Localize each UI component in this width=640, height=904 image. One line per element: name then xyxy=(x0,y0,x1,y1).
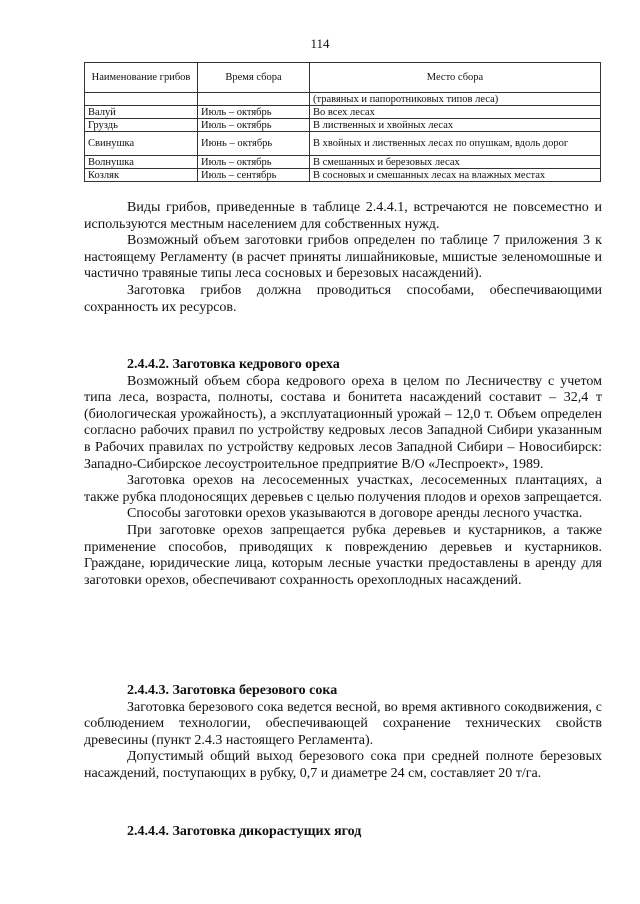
paragraph: Заготовка грибов должна проводиться способами, обеспечивающими сохранность их ресурсов. xyxy=(84,282,602,315)
table-row xyxy=(85,156,601,169)
table-cell: В сосновых и смешанных лесах на влажных местах xyxy=(310,169,601,182)
table-cell: Июль – октябрь xyxy=(198,106,310,119)
header-place: Место сбора xyxy=(310,63,601,93)
berries-section xyxy=(84,824,602,841)
paragraph: Способы заготовки орехов указываются в договоре аренды лесного участка. xyxy=(127,506,583,522)
table-cell: Июль – сентябрь xyxy=(198,169,310,182)
paragraph: При заготовке орехов запрещается рубка деревьев и кустарников, а также применение способов, приводящих к повреждению деревьев и кустарников. Граждане, юридические лица, которым лесные участки предоставлены в аренду для заготовки орехов, обеспечивают сохранность орехоплодных насаждений. xyxy=(84,522,602,588)
header-time: Время сбора xyxy=(198,63,310,93)
table-cell: Волнушка xyxy=(85,156,198,169)
birch-sap-section xyxy=(84,683,602,783)
table-cell: Валуй xyxy=(85,106,198,119)
table-cell xyxy=(198,93,310,106)
table-cell: Груздь xyxy=(85,119,198,132)
table-cell: (травяных и папоротниковых типов леса) xyxy=(310,93,601,106)
paragraph: Возможный объем заготовки грибов определен по таблице 7 приложения 3 к настоящему Регламенту (в расчет приняты лишайниковые, мшистые зеленомошные и частично травяные типы леса сосновых и березовых насаждений). xyxy=(84,233,602,282)
table-cell: Козляк xyxy=(85,169,198,182)
paragraph: Допустимый общий выход березового сока при средней полноте березовых насаждений, поступающих в рубку, 0,7 и диаметре 24 см, составляет 20 т/га. xyxy=(84,749,602,781)
table-cell: В смешанных и березовых лесах xyxy=(310,156,601,169)
section-title: 2.4.4.4. Заготовка дикорастущих ягод xyxy=(127,824,362,839)
table-cell: Июнь – октябрь xyxy=(198,132,310,156)
table-cell: В лиственных и хвойных лесах xyxy=(310,119,601,132)
paragraph: Заготовка орехов на лесосеменных участках, лесосеменных плантациях, а также рубка плодоносящих деревьев с целью получения плодов и орехов запрещается. xyxy=(84,473,602,505)
cedar-section xyxy=(84,357,602,589)
mushroom-table xyxy=(84,62,601,182)
section-title: 2.4.4.2. Заготовка кедрового ореха xyxy=(127,357,340,372)
table-row xyxy=(85,132,601,156)
page-number: 114 xyxy=(310,36,330,51)
table-cell: Во всех лесах xyxy=(310,106,601,119)
table-cell: Июль – октябрь xyxy=(198,119,310,132)
mushrooms-section xyxy=(84,200,602,316)
table-cell xyxy=(85,93,198,106)
table-cell: Свинушка xyxy=(85,132,198,156)
table-row xyxy=(85,169,601,182)
table-cell: Июль – октябрь xyxy=(198,156,310,169)
paragraph: Возможный объем сбора кедрового ореха в целом по Лесничеству с учетом типа леса, возраста, полноты, состава и бонитета насаждений составит – 32,4 т (биологическая урожайность), а эксплуатационный урожай – 12,0 т. Объем определен согласно рабочих правил по устройству кедровых лесов Западной Сибири указанным в Рабочих правилах по устройству кедровых лесов Западной Сибири – Новосибирск: Западно-Сибирское лесоустроительное предприятие В/О «Леспроект», 1989. xyxy=(84,373,602,472)
table-row xyxy=(85,106,601,119)
section-title: 2.4.4.3. Заготовка березового сока xyxy=(127,683,338,698)
table-header-row xyxy=(85,63,601,93)
paragraph: Заготовка березового сока ведется весной, во время активного сокодвижения, с соблюдением технологии, обеспечивающей сохранение технических свойств древесины (пункт 2.4.3 настоящего Регламента). xyxy=(84,699,602,748)
header-name: Наименование грибов xyxy=(85,63,198,93)
paragraph: Виды грибов, приведенные в таблице 2.4.4.1, встречаются не повсеместно и используются местным населением для собственных нужд. xyxy=(84,200,602,232)
table-cell: В хвойных и лиственных лесах по опушкам, вдоль дорог xyxy=(310,132,601,156)
table-row xyxy=(85,119,601,132)
table-row xyxy=(85,93,601,106)
